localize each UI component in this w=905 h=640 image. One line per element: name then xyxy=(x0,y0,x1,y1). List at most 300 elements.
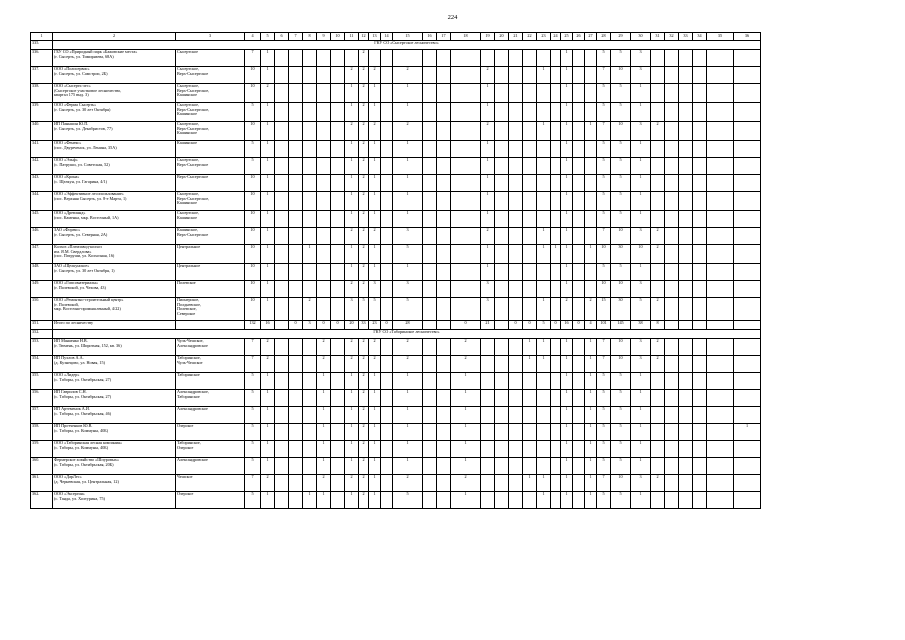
value-cell: 1 xyxy=(393,192,423,211)
value-cell: 1 xyxy=(345,458,359,475)
value-cell: 2 xyxy=(451,475,481,492)
value-cell xyxy=(331,245,345,264)
value-cell xyxy=(451,211,481,228)
header-cell: 8 xyxy=(303,33,317,41)
value-cell xyxy=(693,492,707,509)
value-cell: 1 xyxy=(631,441,651,458)
value-cell xyxy=(303,211,317,228)
org-name: ИП Паньшин Ю.П. (г. Сысерть, ул. Декабристов, 77) xyxy=(53,122,176,141)
value-cell xyxy=(317,175,331,192)
value-cell: 1 xyxy=(369,458,381,475)
value-cell xyxy=(381,407,393,424)
value-cell xyxy=(707,458,734,475)
value-cell xyxy=(303,373,317,390)
value-cell: 2 xyxy=(651,122,665,141)
value-cell: 1 xyxy=(261,264,275,281)
value-cell xyxy=(481,441,495,458)
value-cell: 1 xyxy=(481,264,495,281)
value-cell xyxy=(537,407,551,424)
row-number: 360. xyxy=(31,458,53,475)
header-cell: 22 xyxy=(523,33,537,41)
value-cell: 2 xyxy=(359,458,369,475)
value-cell: 5 xyxy=(631,298,651,321)
value-cell: 1 xyxy=(369,103,381,122)
value-cell xyxy=(423,424,437,441)
header-cell: 13 xyxy=(369,33,381,41)
table-row xyxy=(31,103,761,122)
forest-district: Кашинское, Верх-Сысертское xyxy=(176,228,245,245)
value-cell xyxy=(679,458,693,475)
table-row xyxy=(31,141,761,158)
value-cell: 1 xyxy=(585,407,597,424)
value-cell xyxy=(551,103,561,122)
value-cell xyxy=(509,339,523,356)
value-cell: 1 xyxy=(261,192,275,211)
value-cell xyxy=(275,228,289,245)
row-number: 337. xyxy=(31,67,53,84)
value-cell xyxy=(693,475,707,492)
value-cell: 1 xyxy=(393,141,423,158)
value-cell: 1 xyxy=(369,407,381,424)
row-number: 335. xyxy=(31,41,53,50)
value-cell xyxy=(437,281,451,298)
value-cell xyxy=(665,390,679,407)
value-cell: 1 xyxy=(631,84,651,103)
value-cell xyxy=(734,122,761,141)
value-cell xyxy=(289,492,303,509)
value-cell xyxy=(573,339,585,356)
value-cell xyxy=(679,67,693,84)
value-cell: 1 xyxy=(481,211,495,228)
value-cell: 1 xyxy=(393,424,423,441)
value-cell: 1 xyxy=(631,424,651,441)
value-cell: 5 xyxy=(359,298,369,321)
value-cell xyxy=(523,441,537,458)
header-cell: 20 xyxy=(495,33,509,41)
value-cell xyxy=(665,175,679,192)
value-cell: 1 xyxy=(317,424,331,441)
value-cell xyxy=(585,67,597,84)
value-cell: 5 xyxy=(245,441,261,458)
value-cell: 2 xyxy=(359,407,369,424)
value-cell xyxy=(585,141,597,158)
value-cell: 1 xyxy=(734,424,761,441)
value-cell: 2 xyxy=(369,356,381,373)
value-cell: 4 xyxy=(585,321,597,330)
value-cell xyxy=(665,122,679,141)
value-cell xyxy=(451,175,481,192)
value-cell xyxy=(331,281,345,298)
value-cell: 1 xyxy=(345,141,359,158)
value-cell xyxy=(651,264,665,281)
value-cell xyxy=(381,103,393,122)
value-cell: 1 xyxy=(451,390,481,407)
value-cell xyxy=(509,158,523,175)
value-cell: 1 xyxy=(393,158,423,175)
value-cell xyxy=(481,390,495,407)
org-name: ИП Протченков Ю.В. (с. Таборы, ул. Коммуны, 40Б) xyxy=(53,424,176,441)
value-cell: 7 xyxy=(597,67,611,84)
value-cell: 2 xyxy=(651,356,665,373)
value-cell xyxy=(289,356,303,373)
value-cell xyxy=(551,298,561,321)
value-cell: 7 xyxy=(597,356,611,373)
value-cell xyxy=(734,245,761,264)
value-cell xyxy=(289,67,303,84)
table-row xyxy=(31,158,761,175)
value-cell: 5 xyxy=(611,211,631,228)
value-cell xyxy=(423,175,437,192)
value-cell: 5 xyxy=(245,458,261,475)
value-cell xyxy=(509,103,523,122)
value-cell xyxy=(551,211,561,228)
table-row xyxy=(31,264,761,281)
org-name: ООО «Эксергия» (с. Танда, ул. Холтурина, 75) xyxy=(53,492,176,509)
value-cell xyxy=(437,373,451,390)
value-cell xyxy=(289,298,303,321)
value-cell: 0 xyxy=(381,321,393,330)
value-cell xyxy=(495,373,509,390)
value-cell xyxy=(331,84,345,103)
table-row xyxy=(31,245,761,264)
value-cell xyxy=(289,339,303,356)
value-cell xyxy=(585,158,597,175)
org-name: ЗАО «Форекс» (г. Сысерть, ул. Северная, 2А) xyxy=(53,228,176,245)
value-cell xyxy=(423,67,437,84)
value-cell xyxy=(573,475,585,492)
org-name: ООО «Гипсоматериалы» (г. Полевской, ул. Чехова, 43) xyxy=(53,281,176,298)
value-cell: 10 xyxy=(611,475,631,492)
value-cell: 5 xyxy=(597,492,611,509)
row-number: 343. xyxy=(31,175,53,192)
header-cell: 34 xyxy=(693,33,707,41)
value-cell: 2 xyxy=(651,245,665,264)
value-cell xyxy=(509,245,523,264)
row-number: 354. xyxy=(31,356,53,373)
value-cell xyxy=(437,245,451,264)
value-cell xyxy=(707,211,734,228)
value-cell xyxy=(665,373,679,390)
table-row xyxy=(31,458,761,475)
value-cell: 2 xyxy=(261,339,275,356)
value-cell: 2 xyxy=(359,67,369,84)
value-cell xyxy=(423,192,437,211)
value-cell: 5 xyxy=(611,192,631,211)
value-cell: 1 xyxy=(551,245,561,264)
value-cell xyxy=(651,175,665,192)
value-cell: 2 xyxy=(359,390,369,407)
value-cell: 5 xyxy=(597,424,611,441)
value-cell: 1 xyxy=(537,228,551,245)
org-name: ООО «Крона» (с. Щелкун, ул. Гагарина, 4/1) xyxy=(53,175,176,192)
value-cell xyxy=(381,122,393,141)
value-cell xyxy=(495,103,509,122)
value-cell xyxy=(423,390,437,407)
value-cell: 2 xyxy=(651,475,665,492)
value-cell xyxy=(275,84,289,103)
value-cell: 1 xyxy=(523,339,537,356)
value-cell xyxy=(495,211,509,228)
value-cell xyxy=(537,458,551,475)
value-cell xyxy=(734,50,761,67)
value-cell xyxy=(481,424,495,441)
value-cell xyxy=(734,441,761,458)
value-cell xyxy=(523,458,537,475)
value-cell xyxy=(551,122,561,141)
value-cell xyxy=(509,407,523,424)
value-cell: 5 xyxy=(245,373,261,390)
value-cell xyxy=(585,228,597,245)
value-cell: 1 xyxy=(369,492,381,509)
value-cell: 1 xyxy=(261,158,275,175)
value-cell: 1 xyxy=(261,373,275,390)
value-cell xyxy=(573,281,585,298)
value-cell xyxy=(317,84,331,103)
value-cell: 1 xyxy=(261,281,275,298)
value-cell: 5 xyxy=(537,321,551,330)
value-cell: 2 xyxy=(481,228,495,245)
value-cell xyxy=(573,50,585,67)
value-cell xyxy=(693,122,707,141)
value-cell: 1 xyxy=(561,441,573,458)
value-cell: 5 xyxy=(611,141,631,158)
value-cell: 5 xyxy=(611,373,631,390)
value-cell: 1 xyxy=(345,103,359,122)
value-cell: 5 xyxy=(597,192,611,211)
value-cell xyxy=(707,390,734,407)
value-cell: 10 xyxy=(245,298,261,321)
value-cell xyxy=(693,50,707,67)
value-cell xyxy=(495,281,509,298)
value-cell xyxy=(289,141,303,158)
value-cell: 1 xyxy=(481,103,495,122)
value-cell xyxy=(289,475,303,492)
value-cell: 1 xyxy=(393,407,423,424)
value-cell xyxy=(381,228,393,245)
value-cell xyxy=(437,356,451,373)
row-number: 342. xyxy=(31,158,53,175)
row-number: 350. xyxy=(31,298,53,321)
value-cell xyxy=(693,192,707,211)
value-cell xyxy=(509,228,523,245)
value-cell: 1 xyxy=(481,175,495,192)
row-number: 358. xyxy=(31,424,53,441)
header-cell: 7 xyxy=(289,33,303,41)
header-cell: 25 xyxy=(561,33,573,41)
header-cell: 9 xyxy=(317,33,331,41)
value-cell xyxy=(573,122,585,141)
forest-district: Полевское xyxy=(176,281,245,298)
value-cell xyxy=(651,192,665,211)
value-cell xyxy=(437,298,451,321)
value-cell xyxy=(303,281,317,298)
value-cell: 1 xyxy=(261,50,275,67)
table-row xyxy=(31,492,761,509)
value-cell xyxy=(523,298,537,321)
value-cell xyxy=(707,356,734,373)
value-cell: 1 xyxy=(631,458,651,475)
forest-district: Сысертское xyxy=(176,50,245,67)
value-cell: 1 xyxy=(631,175,651,192)
value-cell: 2 xyxy=(393,122,423,141)
value-cell xyxy=(537,84,551,103)
value-cell: 1 xyxy=(369,475,381,492)
forest-district: Сысертское, Верх-Сысертское xyxy=(176,67,245,84)
value-cell: 1 xyxy=(631,141,651,158)
value-cell: 1 xyxy=(561,356,573,373)
value-cell xyxy=(437,103,451,122)
value-cell xyxy=(651,158,665,175)
value-cell xyxy=(331,158,345,175)
value-cell xyxy=(585,84,597,103)
value-cell: 1 xyxy=(369,373,381,390)
value-cell xyxy=(734,356,761,373)
value-cell xyxy=(437,441,451,458)
value-cell xyxy=(275,373,289,390)
org-name: ООО «ДарЛес» (д. Черневская, ул. Центральная, 12) xyxy=(53,475,176,492)
value-cell: 2 xyxy=(359,141,369,158)
value-cell xyxy=(665,458,679,475)
value-cell xyxy=(523,492,537,509)
value-cell: 1 xyxy=(537,67,551,84)
table-row xyxy=(31,339,761,356)
row-number: 347. xyxy=(31,245,53,264)
forest-district: Чуль-Чешское, Александровское xyxy=(176,339,245,356)
value-cell xyxy=(509,122,523,141)
value-cell: 1 xyxy=(631,373,651,390)
value-cell xyxy=(573,141,585,158)
value-cell xyxy=(693,264,707,281)
header-cell: 28 xyxy=(597,33,611,41)
value-cell xyxy=(423,475,437,492)
value-cell xyxy=(707,264,734,281)
value-cell: 1 xyxy=(369,441,381,458)
value-cell: 2 xyxy=(261,475,275,492)
value-cell xyxy=(509,424,523,441)
value-cell xyxy=(381,67,393,84)
value-cell: 2 xyxy=(651,298,665,321)
value-cell: 1 xyxy=(261,407,275,424)
value-cell: 2 xyxy=(345,122,359,141)
value-cell: 5 xyxy=(611,103,631,122)
value-cell: 145 xyxy=(611,321,631,330)
value-cell: 0 xyxy=(523,321,537,330)
header-cell: 14 xyxy=(381,33,393,41)
forest-district: Кашинское xyxy=(176,141,245,158)
value-cell xyxy=(331,228,345,245)
value-cell xyxy=(585,264,597,281)
value-cell: 1 xyxy=(261,245,275,264)
value-cell: 3 xyxy=(631,281,651,298)
value-cell xyxy=(495,424,509,441)
value-cell xyxy=(573,158,585,175)
value-cell: 10 xyxy=(597,245,611,264)
value-cell: 3 xyxy=(631,67,651,84)
value-cell xyxy=(331,492,345,509)
value-cell xyxy=(423,298,437,321)
forest-district: Александровское, Таборинское xyxy=(176,390,245,407)
value-cell: 7 xyxy=(245,50,261,67)
row-number: 359. xyxy=(31,441,53,458)
value-cell xyxy=(275,492,289,509)
value-cell xyxy=(303,122,317,141)
table-row xyxy=(31,281,761,298)
value-cell: 5 xyxy=(393,245,423,264)
value-cell xyxy=(679,103,693,122)
forest-district: Центральное xyxy=(176,264,245,281)
value-cell xyxy=(381,458,393,475)
value-cell xyxy=(423,103,437,122)
value-cell xyxy=(734,298,761,321)
value-cell: 1 xyxy=(561,492,573,509)
value-cell: 1 xyxy=(317,458,331,475)
value-cell xyxy=(289,103,303,122)
value-cell: 1 xyxy=(261,103,275,122)
value-cell xyxy=(707,245,734,264)
value-cell xyxy=(551,407,561,424)
value-cell xyxy=(734,264,761,281)
section-title: ГКУ СО «Сысертское лесничество» xyxy=(53,41,761,50)
table-row xyxy=(31,390,761,407)
value-cell: 10 xyxy=(245,175,261,192)
value-cell: 0 xyxy=(317,321,331,330)
value-cell: 1 xyxy=(345,211,359,228)
value-cell: 5 xyxy=(611,264,631,281)
section-row xyxy=(31,330,761,339)
value-cell: 1 xyxy=(561,103,573,122)
value-cell xyxy=(317,103,331,122)
value-cell xyxy=(734,228,761,245)
value-cell: 2 xyxy=(359,475,369,492)
value-cell: 1 xyxy=(585,390,597,407)
value-cell: 5 xyxy=(393,298,423,321)
value-cell: 1 xyxy=(393,103,423,122)
value-cell xyxy=(437,228,451,245)
forest-district: Сысертское, Верх-Сысертское, Кашинское xyxy=(176,84,245,103)
value-cell: 7 xyxy=(597,339,611,356)
value-cell xyxy=(665,321,679,330)
value-cell: 1 xyxy=(393,84,423,103)
value-cell xyxy=(537,281,551,298)
value-cell xyxy=(495,264,509,281)
value-cell: 5 xyxy=(611,158,631,175)
value-cell xyxy=(317,264,331,281)
value-cell xyxy=(679,141,693,158)
value-cell xyxy=(651,424,665,441)
value-cell xyxy=(665,50,679,67)
org-name: Колхоз «Племзавод-колхоз им. Я.М. Свердлова» (пос. Патруши, ул. Колхозная, 16) xyxy=(53,245,176,264)
value-cell xyxy=(693,245,707,264)
header-cell: 2 xyxy=(53,33,176,41)
value-cell: 3 xyxy=(631,122,651,141)
value-cell: 1 xyxy=(317,390,331,407)
value-cell: 1 xyxy=(369,175,381,192)
value-cell xyxy=(509,281,523,298)
value-cell: 1 xyxy=(317,373,331,390)
value-cell: 21 xyxy=(481,321,495,330)
value-cell xyxy=(665,84,679,103)
value-cell: 2 xyxy=(359,122,369,141)
value-cell xyxy=(451,103,481,122)
value-cell xyxy=(551,475,561,492)
value-cell xyxy=(331,356,345,373)
value-cell xyxy=(381,50,393,67)
value-cell xyxy=(495,228,509,245)
value-cell: 5 xyxy=(597,175,611,192)
header-cell: 24 xyxy=(551,33,561,41)
value-cell: 1 xyxy=(561,339,573,356)
value-cell: 1 xyxy=(537,356,551,373)
